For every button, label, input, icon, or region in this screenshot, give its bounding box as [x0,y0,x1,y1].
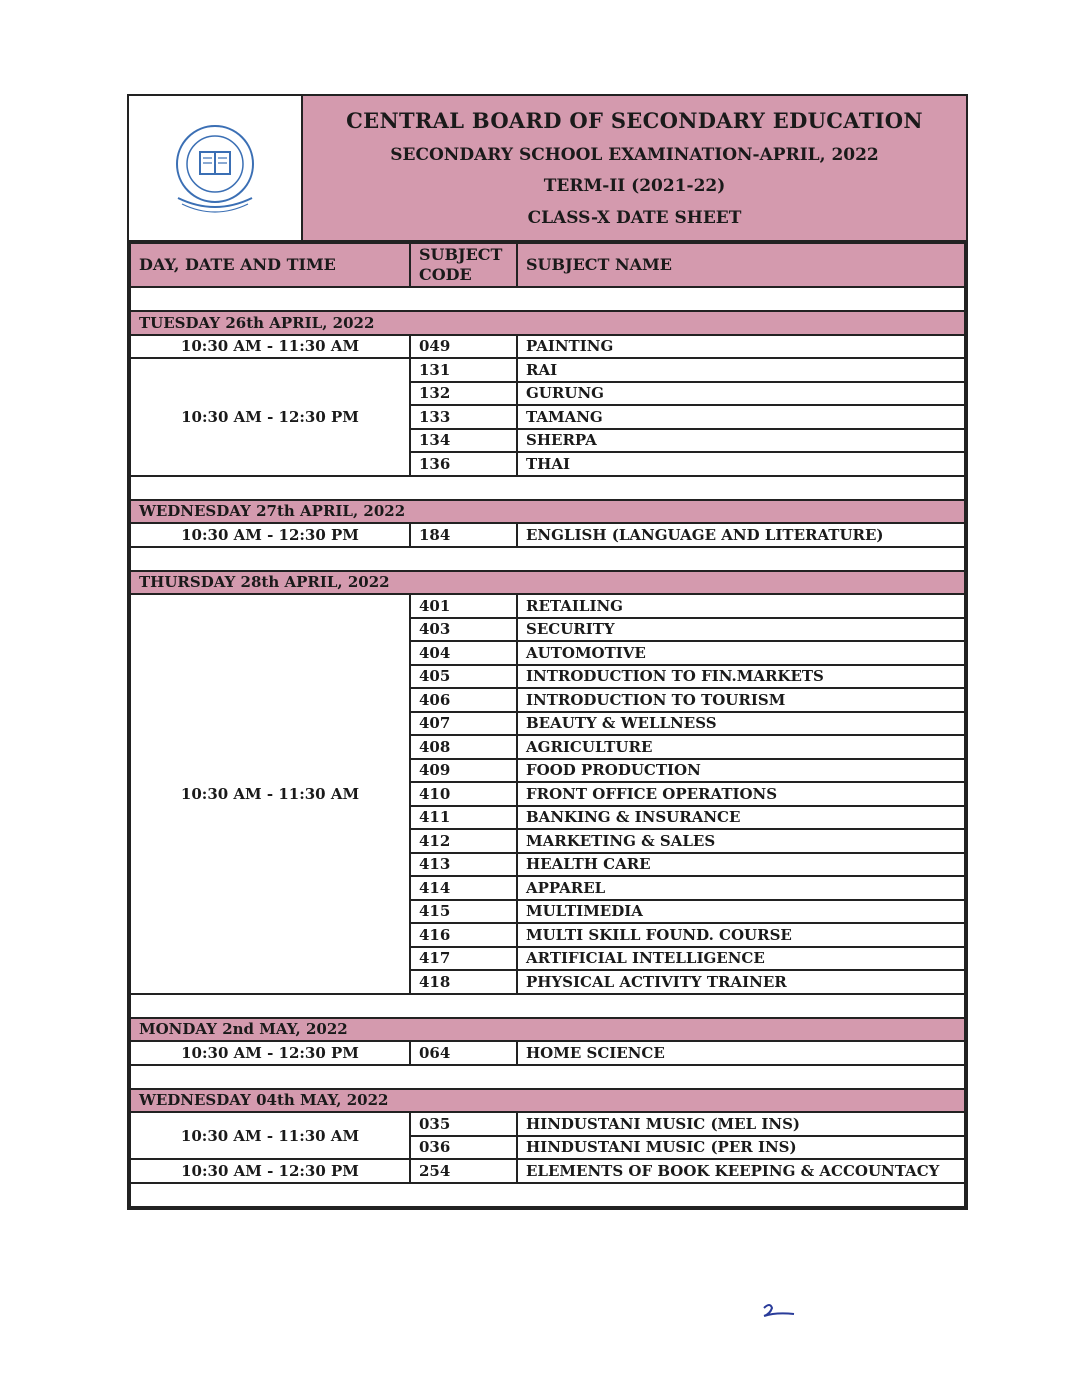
subject-code: 418 [410,970,517,994]
subject-row [130,358,965,382]
subject-code: 049 [410,335,517,359]
spacer-row [130,1065,965,1089]
subject-name: HEALTH CARE [517,853,965,877]
term-label: TERM-II (2021-22) [543,176,726,197]
day-label: WEDNESDAY 04th MAY, 2022 [130,1089,965,1113]
day-row [130,311,965,335]
subject-row [130,594,965,618]
column-subject-code: SUBJECT CODE [410,243,517,287]
day-row [130,500,965,524]
exam-title: SECONDARY SCHOOL EXAMINATION-APRIL, 2022 [390,144,879,165]
spacer-row [130,287,965,311]
spacer-cell [130,1183,965,1207]
subject-code: 401 [410,594,517,618]
exam-time: 10:30 AM - 11:30 AM [130,594,410,994]
column-header-row [130,243,965,287]
subject-name: FOOD PRODUCTION [517,759,965,783]
subject-name: BEAUTY & WELLNESS [517,712,965,736]
subject-name: RAI [517,358,965,382]
subject-name: HINDUSTANI MUSIC (PER INS) [517,1136,965,1160]
subject-name: ARTIFICIAL INTELLIGENCE [517,947,965,971]
subject-code: 035 [410,1112,517,1136]
day-row [130,571,965,595]
subject-code: 414 [410,876,517,900]
sheet-header [129,96,966,242]
subject-code: 405 [410,665,517,689]
subject-name: MULTI SKILL FOUND. COURSE [517,923,965,947]
exam-time: 10:30 AM - 11:30 AM [130,1112,410,1159]
subject-name: MULTIMEDIA [517,900,965,924]
subject-name: PAINTING [517,335,965,359]
spacer-cell [130,476,965,500]
subject-name: ENGLISH (LANGUAGE AND LITERATURE) [517,523,965,547]
exam-time: 10:30 AM - 12:30 PM [130,1041,410,1065]
subject-code: 413 [410,853,517,877]
subject-code: 132 [410,382,517,406]
spacer-row [130,547,965,571]
subject-row [130,523,965,547]
exam-time: 10:30 AM - 12:30 PM [130,1159,410,1183]
subject-name: SHERPA [517,429,965,453]
cbse-emblem-icon [160,118,270,218]
schedule-body [130,243,965,1207]
day-label: THURSDAY 28th APRIL, 2022 [130,571,965,595]
subject-name: GURUNG [517,382,965,406]
subject-code: 133 [410,405,517,429]
day-row [130,1089,965,1113]
subject-name: AUTOMOTIVE [517,641,965,665]
subject-code: 036 [410,1136,517,1160]
subject-code: 411 [410,806,517,830]
subject-code: 410 [410,782,517,806]
subject-name: RETAILING [517,594,965,618]
subject-name: ELEMENTS OF BOOK KEEPING & ACCOUNTACY [517,1159,965,1183]
day-label: TUESDAY 26th APRIL, 2022 [130,311,965,335]
day-label: MONDAY 2nd MAY, 2022 [130,1018,965,1042]
logo-box [129,96,303,240]
subject-name: MARKETING & SALES [517,829,965,853]
subject-code: 403 [410,618,517,642]
subject-code: 064 [410,1041,517,1065]
day-label: WEDNESDAY 27th APRIL, 2022 [130,500,965,524]
subject-code: 134 [410,429,517,453]
subject-name: FRONT OFFICE OPERATIONS [517,782,965,806]
sheet-title: CLASS-X DATE SHEET [527,208,742,229]
subject-name: INTRODUCTION TO FIN.MARKETS [517,665,965,689]
subject-code: 136 [410,452,517,476]
subject-name: THAI [517,452,965,476]
subject-name: APPAREL [517,876,965,900]
subject-name: INTRODUCTION TO TOURISM [517,688,965,712]
subject-code: 415 [410,900,517,924]
day-row [130,1018,965,1042]
subject-row [130,1159,965,1183]
subject-code: 416 [410,923,517,947]
subject-code: 131 [410,358,517,382]
subject-name: TAMANG [517,405,965,429]
subject-name: HOME SCIENCE [517,1041,965,1065]
spacer-row [130,994,965,1018]
subject-code: 406 [410,688,517,712]
exam-time: 10:30 AM - 11:30 AM [130,335,410,359]
subject-code: 254 [410,1159,517,1183]
spacer-cell [130,994,965,1018]
subject-code: 404 [410,641,517,665]
header-text [303,96,966,240]
spacer-row [130,1183,965,1207]
signature-icon [756,1300,806,1330]
subject-name: BANKING & INSURANCE [517,806,965,830]
exam-time: 10:30 AM - 12:30 PM [130,523,410,547]
subject-row [130,1041,965,1065]
subject-code: 184 [410,523,517,547]
schedule-table [129,242,966,1208]
date-sheet [127,94,968,1210]
spacer-cell [130,547,965,571]
board-title: CENTRAL BOARD OF SECONDARY EDUCATION [346,107,923,133]
spacer-cell [130,1065,965,1089]
subject-name: SECURITY [517,618,965,642]
subject-code: 408 [410,735,517,759]
subject-row [130,1112,965,1136]
column-subject-name: SUBJECT NAME [517,243,965,287]
subject-code: 409 [410,759,517,783]
subject-code: 417 [410,947,517,971]
subject-name: HINDUSTANI MUSIC (MEL INS) [517,1112,965,1136]
subject-code: 412 [410,829,517,853]
spacer-row [130,476,965,500]
subject-row [130,335,965,359]
column-day-time: DAY, DATE AND TIME [130,243,410,287]
subject-name: AGRICULTURE [517,735,965,759]
exam-time: 10:30 AM - 12:30 PM [130,358,410,476]
spacer-cell [130,287,965,311]
subject-code: 407 [410,712,517,736]
subject-name: PHYSICAL ACTIVITY TRAINER [517,970,965,994]
